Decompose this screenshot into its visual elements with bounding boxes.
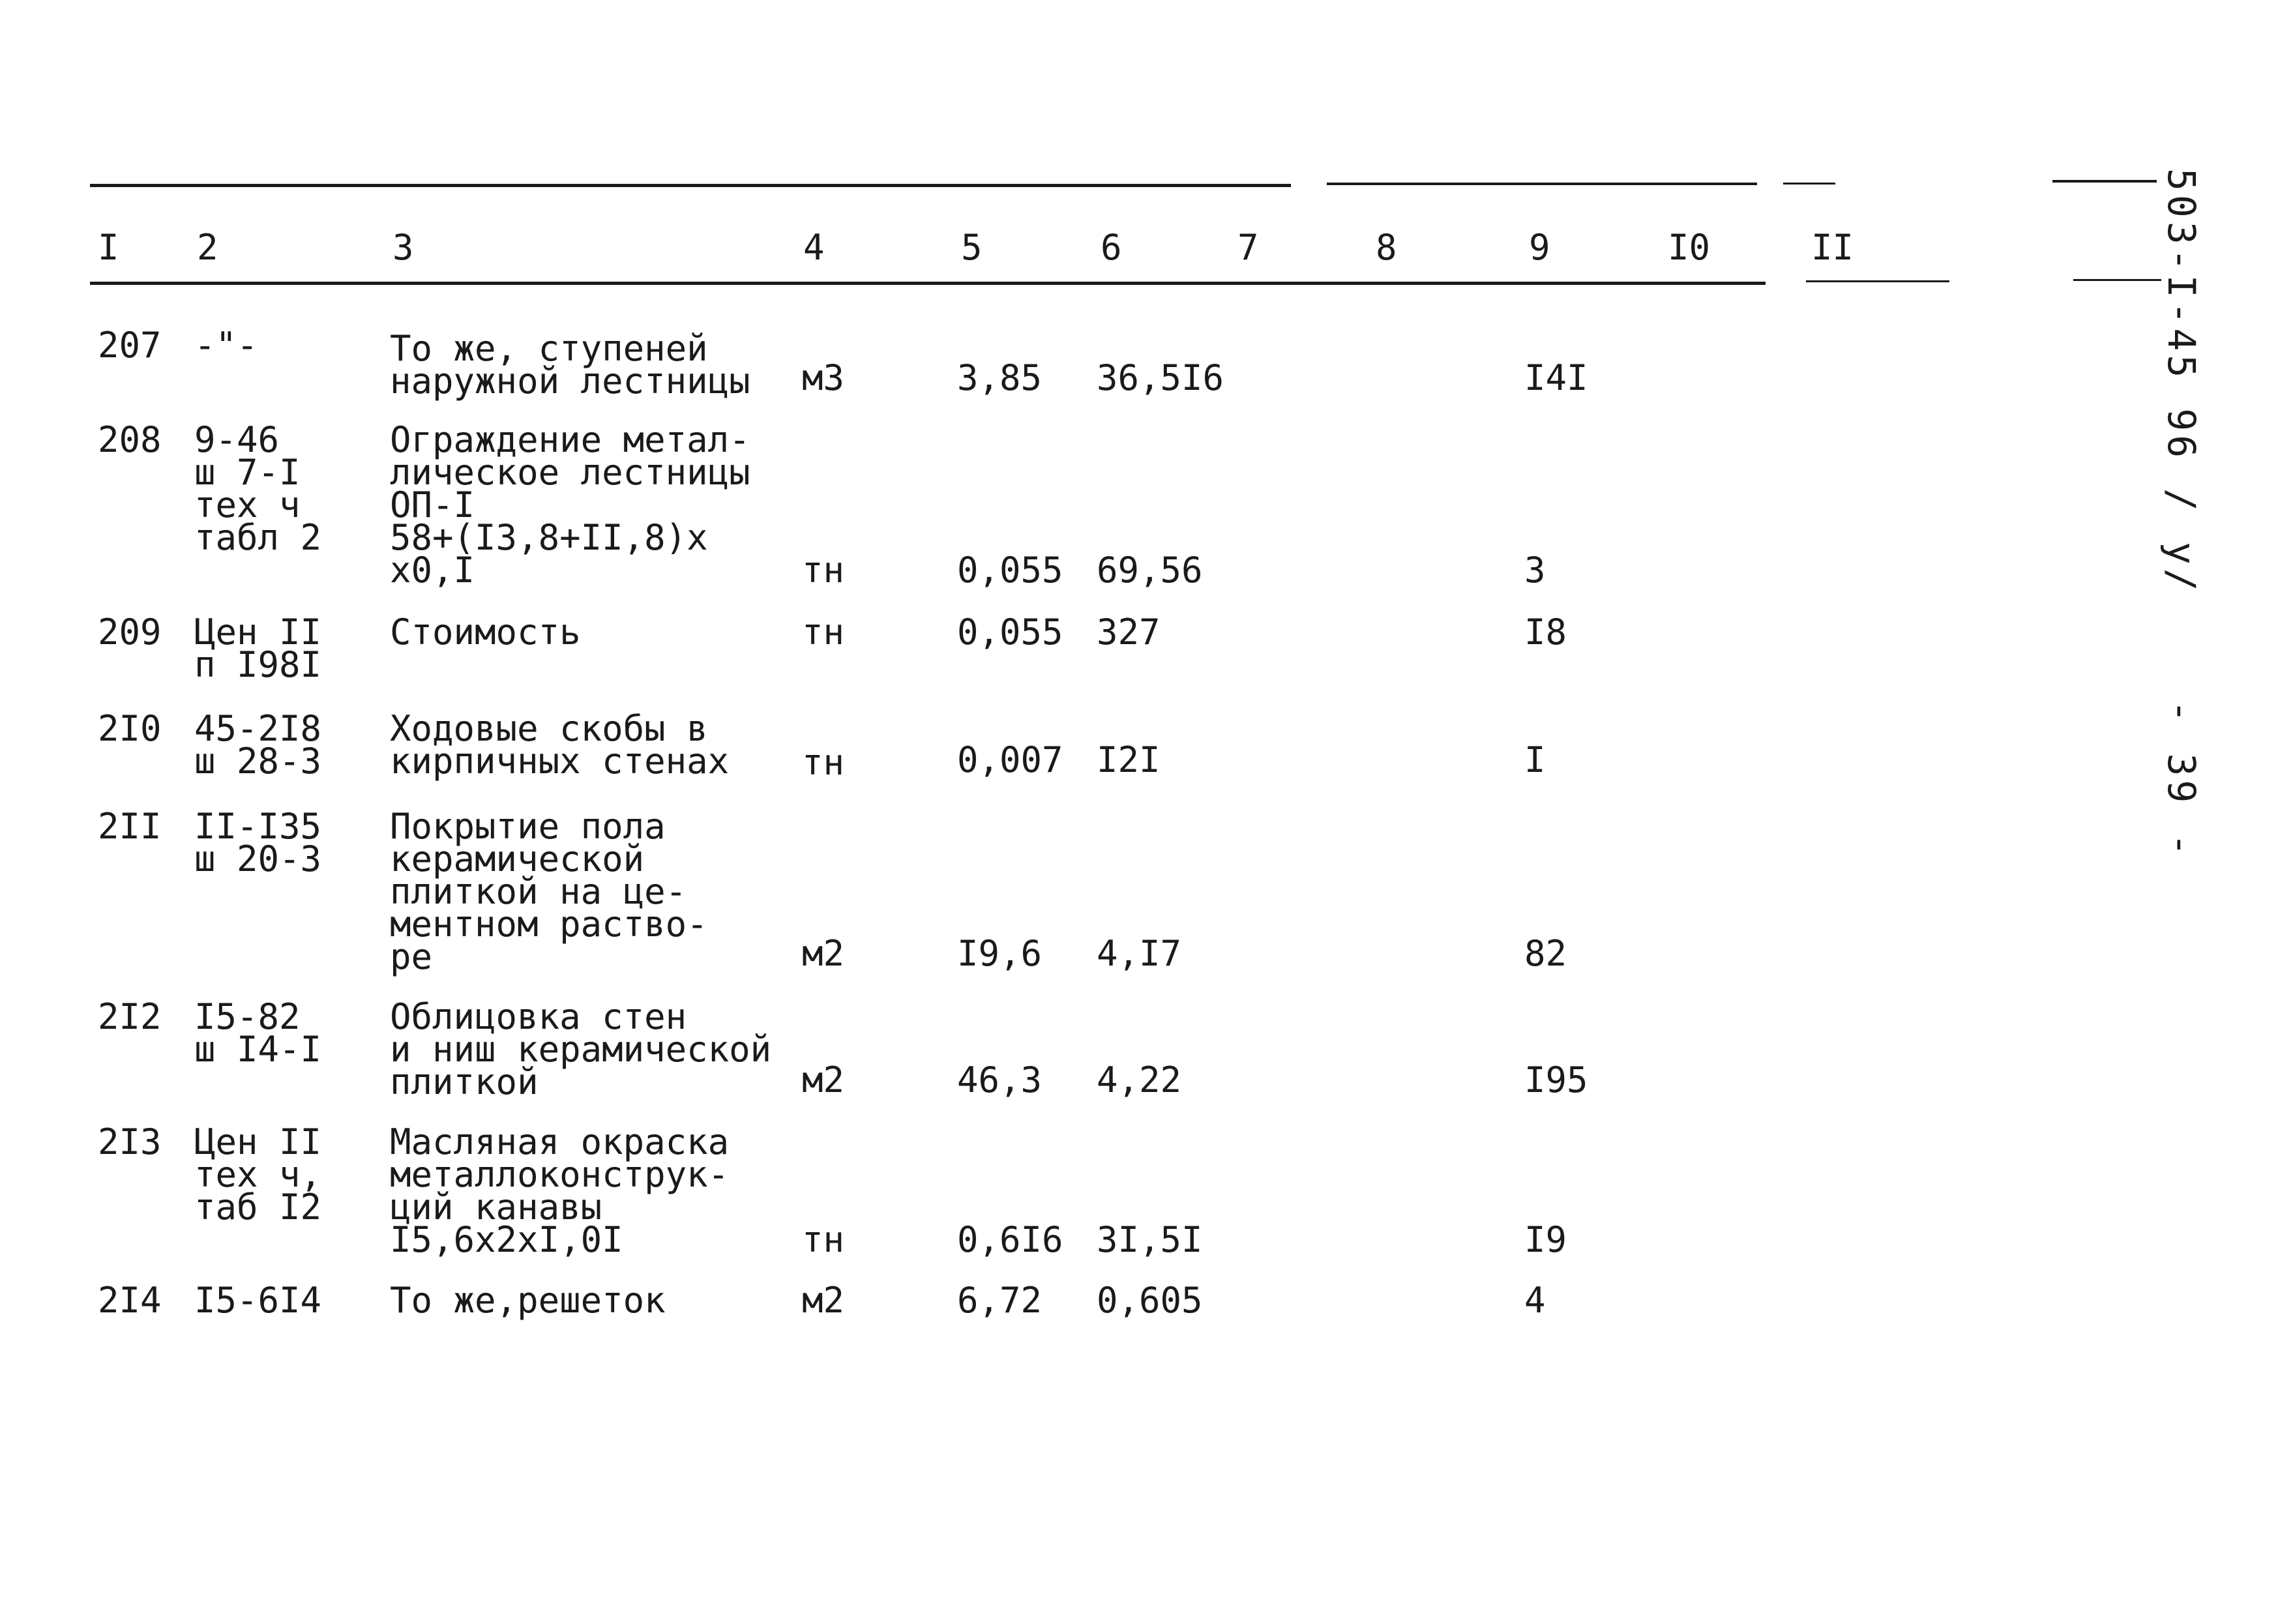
norm-reference: -"- (194, 325, 258, 366)
unit-price: 327 (1097, 612, 1161, 653)
total-cost: I95 (1524, 1059, 1588, 1100)
row-number: 2I3 (98, 1121, 162, 1162)
header-bottom-rule-2 (1806, 280, 1949, 282)
work-description: Ограждение метал- лическое лестницы ОП-I 58+(I3,8+II,8)х х0,I (390, 419, 750, 591)
col-header-4: 4 (803, 227, 825, 268)
col-header-9: 9 (1529, 227, 1550, 268)
total-cost: 4 (1524, 1280, 1546, 1321)
norm-reference: Цен II тех ч, таб I2 (194, 1121, 322, 1228)
top-rule-3 (1783, 183, 1835, 185)
work-description: То же, ступеней наружной лестницы (390, 328, 750, 402)
work-description: Стоимость (390, 612, 581, 653)
row-number: 207 (98, 325, 162, 366)
work-description: Масляная окраска металлоконструк- ций канавы I5,6х2хI,0I (390, 1121, 730, 1260)
unit: м2 (802, 933, 845, 974)
header-bottom-rule (90, 282, 1766, 285)
unit-price: 4,22 (1097, 1059, 1182, 1100)
top-rule-1 (90, 184, 1291, 187)
total-cost: 3 (1524, 550, 1546, 591)
row-number: 208 (98, 419, 162, 460)
work-description: То же,решеток (390, 1280, 666, 1321)
row-number: 2I0 (98, 708, 162, 749)
work-description: Покрытие пола керамической плиткой на це- ментном раство- ре (390, 806, 708, 977)
norm-reference: I5-82 ш I4-I (194, 996, 322, 1070)
document-code: 503-I-45 96 / y/ (2159, 168, 2204, 595)
side-label (2159, 168, 2204, 938)
col-header-5: 5 (961, 227, 983, 268)
row-number: 209 (98, 612, 162, 653)
col-header-6: 6 (1101, 227, 1122, 268)
unit: тн (802, 742, 845, 783)
col-header-2: 2 (197, 227, 218, 268)
quantity: 46,3 (957, 1059, 1043, 1100)
total-cost: I (1524, 739, 1546, 780)
unit-price: 36,5I6 (1097, 357, 1224, 398)
norm-reference: I5-6I4 (194, 1280, 322, 1321)
work-description: Облицовка стен и ниш керамической плиткой (390, 996, 772, 1102)
total-cost: I9 (1524, 1219, 1567, 1260)
row-number: 2I2 (98, 996, 162, 1037)
norm-reference: Цен II п I98I (194, 612, 322, 685)
total-cost: 82 (1524, 933, 1567, 974)
unit: тн (802, 1219, 845, 1260)
total-cost: I8 (1524, 612, 1567, 653)
norm-reference: 45-2I8 ш 28-3 (194, 708, 322, 782)
col-header-11: II (1811, 227, 1854, 268)
top-rule-4 (2052, 180, 2157, 183)
norm-reference: 9-46 ш 7-I тех ч табл 2 (194, 419, 322, 558)
unit: м2 (802, 1280, 845, 1321)
quantity: I9,6 (957, 933, 1043, 974)
row-number: 2II (98, 806, 162, 847)
unit-price: 69,56 (1097, 550, 1203, 591)
unit-price: I2I (1097, 739, 1161, 780)
quantity: 3,85 (957, 357, 1043, 398)
unit: тн (802, 550, 845, 591)
quantity: 6,72 (957, 1280, 1043, 1321)
unit: м3 (802, 357, 845, 398)
top-rule-2 (1327, 183, 1757, 185)
unit-price: 3I,5I (1097, 1219, 1203, 1260)
col-header-7: 7 (1237, 227, 1259, 268)
row-number: 2I4 (98, 1280, 162, 1321)
header-bottom-rule-3 (2073, 279, 2161, 281)
unit-price: 0,605 (1097, 1280, 1203, 1321)
quantity: 0,007 (957, 739, 1063, 780)
quantity: 0,6I6 (957, 1219, 1063, 1260)
unit: м2 (802, 1059, 845, 1100)
quantity: 0,055 (957, 612, 1063, 653)
col-header-3: 3 (392, 227, 414, 268)
col-header-10: I0 (1668, 227, 1711, 268)
unit-price: 4,I7 (1097, 933, 1182, 974)
norm-reference: II-I35 ш 20-3 (194, 806, 322, 879)
page-number: - 39 - (2159, 700, 2204, 861)
unit: тн (802, 612, 845, 653)
work-description: Ходовые скобы в кирпичных стенах (390, 708, 730, 782)
col-header-8: 8 (1376, 227, 1397, 268)
quantity: 0,055 (957, 550, 1063, 591)
col-header-1: I (98, 227, 119, 268)
total-cost: I4I (1524, 357, 1588, 398)
